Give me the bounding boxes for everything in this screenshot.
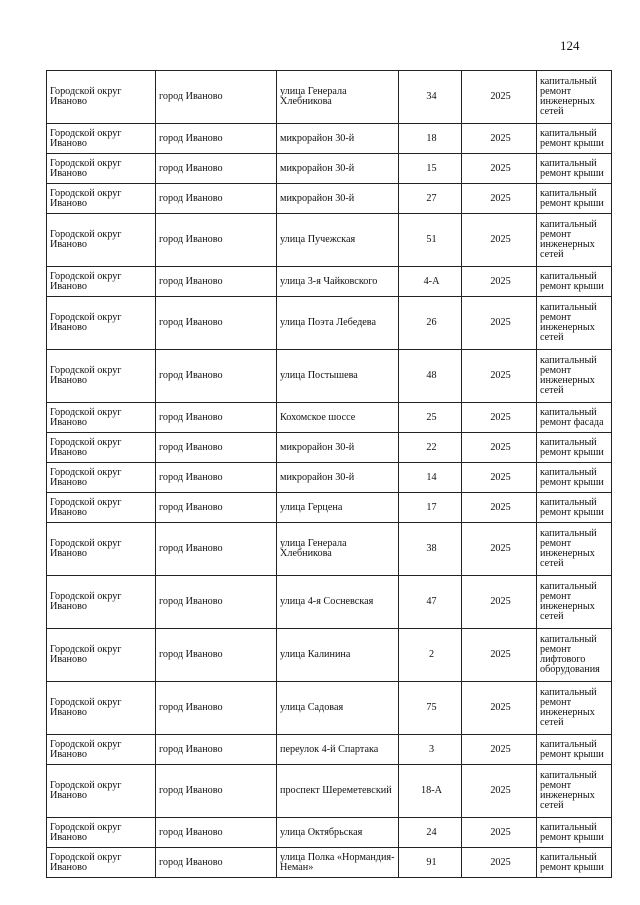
- cell-work: капитальный ремонт крыши: [537, 463, 612, 493]
- cell-street: микрорайон 30-й: [277, 154, 399, 184]
- cell-city: город Иваново: [156, 214, 277, 267]
- cell-street: улица 4-я Сосневская: [277, 576, 399, 629]
- cell-street: микрорайон 30-й: [277, 124, 399, 154]
- cell-city: город Иваново: [156, 297, 277, 350]
- cell-okrug: Городской округ Иваново: [47, 765, 156, 818]
- table-row: [47, 682, 612, 735]
- cell-street: улица Октябрьская: [277, 818, 399, 848]
- cell-house: 91: [399, 848, 462, 878]
- cell-work: капитальный ремонт инженерных сетей: [537, 71, 612, 124]
- cell-work: капитальный ремонт крыши: [537, 848, 612, 878]
- cell-house: 25: [399, 403, 462, 433]
- cell-year: 2025: [462, 765, 537, 818]
- cell-okrug: Городской округ Иваново: [47, 463, 156, 493]
- table-row: [47, 735, 612, 765]
- cell-house: 38: [399, 523, 462, 576]
- cell-work: капитальный ремонт крыши: [537, 433, 612, 463]
- cell-work: капитальный ремонт инженерных сетей: [537, 523, 612, 576]
- table-row: [47, 818, 612, 848]
- table-body: [47, 71, 612, 878]
- cell-work: капитальный ремонт крыши: [537, 184, 612, 214]
- cell-house: 22: [399, 433, 462, 463]
- cell-city: город Иваново: [156, 267, 277, 297]
- cell-okrug: Городской округ Иваново: [47, 124, 156, 154]
- cell-work: капитальный ремонт инженерных сетей: [537, 682, 612, 735]
- cell-okrug: Городской округ Иваново: [47, 267, 156, 297]
- cell-street: микрорайон 30-й: [277, 433, 399, 463]
- cell-year: 2025: [462, 124, 537, 154]
- cell-year: 2025: [462, 493, 537, 523]
- cell-street: улица Постышева: [277, 350, 399, 403]
- cell-year: 2025: [462, 463, 537, 493]
- table-row: [47, 214, 612, 267]
- cell-okrug: Городской округ Иваново: [47, 682, 156, 735]
- cell-city: город Иваново: [156, 682, 277, 735]
- cell-okrug: Городской округ Иваново: [47, 350, 156, 403]
- cell-city: город Иваново: [156, 433, 277, 463]
- cell-okrug: Городской округ Иваново: [47, 629, 156, 682]
- table-row: [47, 297, 612, 350]
- cell-okrug: Городской округ Иваново: [47, 493, 156, 523]
- cell-okrug: Городской округ Иваново: [47, 848, 156, 878]
- cell-work: капитальный ремонт инженерных сетей: [537, 765, 612, 818]
- table-row: [47, 71, 612, 124]
- cell-street: проспект Шереметевский: [277, 765, 399, 818]
- cell-work: капитальный ремонт крыши: [537, 124, 612, 154]
- cell-house: 34: [399, 71, 462, 124]
- cell-city: город Иваново: [156, 523, 277, 576]
- cell-street: улица Калинина: [277, 629, 399, 682]
- cell-year: 2025: [462, 297, 537, 350]
- cell-okrug: Городской округ Иваново: [47, 403, 156, 433]
- cell-city: город Иваново: [156, 735, 277, 765]
- cell-city: город Иваново: [156, 848, 277, 878]
- cell-street: улица Полка «Нормандия-Неман»: [277, 848, 399, 878]
- cell-work: капитальный ремонт инженерных сетей: [537, 214, 612, 267]
- table-row: [47, 403, 612, 433]
- cell-city: город Иваново: [156, 463, 277, 493]
- cell-work: капитальный ремонт крыши: [537, 493, 612, 523]
- cell-work: капитальный ремонт крыши: [537, 818, 612, 848]
- cell-city: город Иваново: [156, 629, 277, 682]
- cell-street: улица Генерала Хлебникова: [277, 523, 399, 576]
- cell-year: 2025: [462, 848, 537, 878]
- cell-work: капитальный ремонт лифтового оборудования: [537, 629, 612, 682]
- cell-work: капитальный ремонт инженерных сетей: [537, 350, 612, 403]
- table-row: [47, 629, 612, 682]
- cell-house: 18: [399, 124, 462, 154]
- cell-city: город Иваново: [156, 403, 277, 433]
- cell-street: улица Садовая: [277, 682, 399, 735]
- cell-okrug: Городской округ Иваново: [47, 71, 156, 124]
- cell-street: улица Поэта Лебедева: [277, 297, 399, 350]
- cell-house: 4-А: [399, 267, 462, 297]
- cell-year: 2025: [462, 403, 537, 433]
- table-row: [47, 350, 612, 403]
- cell-year: 2025: [462, 523, 537, 576]
- cell-okrug: Городской округ Иваново: [47, 184, 156, 214]
- cell-house: 26: [399, 297, 462, 350]
- cell-year: 2025: [462, 350, 537, 403]
- cell-house: 3: [399, 735, 462, 765]
- table-row: [47, 184, 612, 214]
- cell-house: 18-А: [399, 765, 462, 818]
- cell-city: город Иваново: [156, 576, 277, 629]
- cell-city: город Иваново: [156, 154, 277, 184]
- cell-city: город Иваново: [156, 184, 277, 214]
- cell-okrug: Городской округ Иваново: [47, 214, 156, 267]
- cell-work: капитальный ремонт фасада: [537, 403, 612, 433]
- cell-house: 27: [399, 184, 462, 214]
- table-row: [47, 124, 612, 154]
- cell-house: 51: [399, 214, 462, 267]
- cell-work: капитальный ремонт крыши: [537, 267, 612, 297]
- cell-okrug: Городской округ Иваново: [47, 818, 156, 848]
- cell-house: 2: [399, 629, 462, 682]
- table-row: [47, 848, 612, 878]
- cell-city: город Иваново: [156, 765, 277, 818]
- table-row: [47, 765, 612, 818]
- repair-registry-table: [46, 70, 612, 878]
- cell-street: улица Герцена: [277, 493, 399, 523]
- cell-year: 2025: [462, 629, 537, 682]
- table-row: [47, 433, 612, 463]
- cell-year: 2025: [462, 267, 537, 297]
- cell-house: 17: [399, 493, 462, 523]
- table-row: [47, 463, 612, 493]
- cell-city: город Иваново: [156, 71, 277, 124]
- cell-year: 2025: [462, 154, 537, 184]
- table-row: [47, 576, 612, 629]
- cell-okrug: Городской округ Иваново: [47, 523, 156, 576]
- cell-house: 14: [399, 463, 462, 493]
- cell-work: капитальный ремонт крыши: [537, 154, 612, 184]
- cell-year: 2025: [462, 818, 537, 848]
- cell-year: 2025: [462, 184, 537, 214]
- cell-street: улица 3-я Чайковского: [277, 267, 399, 297]
- cell-work: капитальный ремонт инженерных сетей: [537, 297, 612, 350]
- cell-year: 2025: [462, 71, 537, 124]
- cell-city: город Иваново: [156, 493, 277, 523]
- cell-house: 48: [399, 350, 462, 403]
- cell-street: микрорайон 30-й: [277, 463, 399, 493]
- cell-okrug: Городской округ Иваново: [47, 433, 156, 463]
- table-row: [47, 493, 612, 523]
- cell-city: город Иваново: [156, 350, 277, 403]
- cell-city: город Иваново: [156, 124, 277, 154]
- cell-year: 2025: [462, 433, 537, 463]
- cell-okrug: Городской округ Иваново: [47, 297, 156, 350]
- cell-okrug: Городской округ Иваново: [47, 576, 156, 629]
- cell-city: город Иваново: [156, 818, 277, 848]
- cell-street: улица Генерала Хлебникова: [277, 71, 399, 124]
- cell-street: микрорайон 30-й: [277, 184, 399, 214]
- cell-year: 2025: [462, 214, 537, 267]
- cell-work: капитальный ремонт инженерных сетей: [537, 576, 612, 629]
- cell-year: 2025: [462, 576, 537, 629]
- table-row: [47, 154, 612, 184]
- table-row: [47, 523, 612, 576]
- cell-street: улица Пучежская: [277, 214, 399, 267]
- cell-street: Кохомское шоссе: [277, 403, 399, 433]
- cell-house: 15: [399, 154, 462, 184]
- cell-work: капитальный ремонт крыши: [537, 735, 612, 765]
- cell-street: переулок 4-й Спартака: [277, 735, 399, 765]
- page-number: 124: [560, 38, 580, 53]
- cell-year: 2025: [462, 682, 537, 735]
- table-row: [47, 267, 612, 297]
- cell-house: 24: [399, 818, 462, 848]
- cell-house: 75: [399, 682, 462, 735]
- cell-okrug: Городской округ Иваново: [47, 154, 156, 184]
- cell-year: 2025: [462, 735, 537, 765]
- cell-okrug: Городской округ Иваново: [47, 735, 156, 765]
- cell-house: 47: [399, 576, 462, 629]
